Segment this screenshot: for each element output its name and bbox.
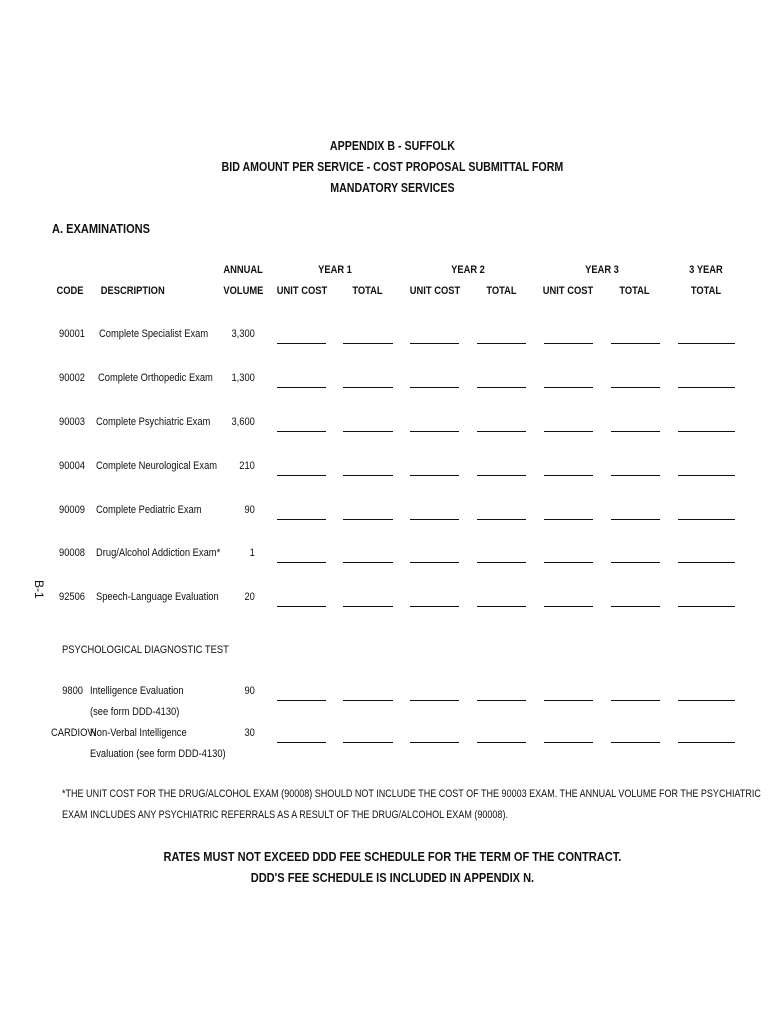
blank-y2-unit-cost-row-7[interactable] <box>410 700 459 701</box>
exam-volume: 1,300 <box>231 372 255 384</box>
page-number: B-1 <box>32 580 46 599</box>
exam-description: Complete Neurological Exam <box>96 460 218 472</box>
blank-y3-unit-cost-row-7[interactable] <box>544 700 593 701</box>
psych-description: Intelligence Evaluation <box>90 685 184 697</box>
exam-code: 90009 <box>58 504 85 516</box>
exam-description: Complete Psychiatric Exam <box>96 416 211 428</box>
blank-y1-total-row-0[interactable] <box>343 343 393 344</box>
blank-y2-unit-cost-row-0[interactable] <box>410 343 459 344</box>
psych-volume: 90 <box>244 685 255 697</box>
col-y3-unit-cost: UNIT COST <box>542 285 594 297</box>
blank-y1-unit-cost-row-2[interactable] <box>277 431 326 432</box>
col-code: CODE <box>56 285 84 297</box>
blank-y3-total-row-2[interactable] <box>611 431 660 432</box>
blank-y2-total-row-4[interactable] <box>477 519 526 520</box>
rates-notice-line-1: RATES MUST NOT EXCEED DDD FEE SCHEDULE FOR THE TERM OF THE CONTRACT. <box>163 849 622 864</box>
exam-code: 90008 <box>58 547 85 559</box>
exam-code: 90004 <box>58 460 85 472</box>
blank-y1-total-row-5[interactable] <box>343 562 393 563</box>
blank-y3-total-row-7[interactable] <box>611 700 660 701</box>
blank-y3-total-row-3[interactable] <box>611 475 660 476</box>
blank-y2-total-row-6[interactable] <box>477 606 526 607</box>
blank-y2-unit-cost-row-1[interactable] <box>410 387 459 388</box>
form-subtitle: MANDATORY SERVICES <box>330 180 455 195</box>
col-year2: YEAR 2 <box>451 264 485 276</box>
col-y2-total: TOTAL <box>486 285 517 297</box>
blank-3year-total-row-2[interactable] <box>678 431 735 432</box>
exam-code: 90002 <box>58 372 85 384</box>
blank-3year-total-row-5[interactable] <box>678 562 735 563</box>
blank-y3-total-row-6[interactable] <box>611 606 660 607</box>
blank-3year-total-row-8[interactable] <box>678 742 735 743</box>
blank-y3-unit-cost-row-2[interactable] <box>544 431 593 432</box>
blank-3year-total-row-0[interactable] <box>678 343 735 344</box>
col-volume: VOLUME <box>223 285 264 297</box>
exam-description: Complete Pediatric Exam <box>96 504 202 516</box>
rates-notice-line-2: DDD'S FEE SCHEDULE IS INCLUDED IN APPENDIX N. <box>250 870 535 885</box>
blank-y2-total-row-0[interactable] <box>477 343 526 344</box>
psych-code: 9800 <box>62 685 83 697</box>
blank-y1-unit-cost-row-5[interactable] <box>277 562 326 563</box>
blank-y2-unit-cost-row-5[interactable] <box>410 562 459 563</box>
exam-volume: 3,300 <box>231 328 255 340</box>
blank-y3-unit-cost-row-4[interactable] <box>544 519 593 520</box>
exam-description: Drug/Alcohol Addiction Exam* <box>96 547 221 559</box>
blank-y2-unit-cost-row-2[interactable] <box>410 431 459 432</box>
blank-y3-unit-cost-row-0[interactable] <box>544 343 593 344</box>
blank-y2-total-row-8[interactable] <box>477 742 526 743</box>
col-description: DESCRIPTION <box>100 285 165 297</box>
blank-y1-unit-cost-row-0[interactable] <box>277 343 326 344</box>
blank-y3-unit-cost-row-8[interactable] <box>544 742 593 743</box>
exam-volume: 90 <box>244 504 255 516</box>
col-y2-unit-cost: UNIT COST <box>409 285 461 297</box>
blank-y1-unit-cost-row-1[interactable] <box>277 387 326 388</box>
exam-description: Speech-Language Evaluation <box>96 591 219 603</box>
psych-code: CARDIOV/ <box>51 727 97 739</box>
blank-y3-unit-cost-row-5[interactable] <box>544 562 593 563</box>
form-title: BID AMOUNT PER SERVICE - COST PROPOSAL SUBMITTAL FORM <box>221 159 564 174</box>
col-y1-unit-cost: UNIT COST <box>276 285 328 297</box>
blank-3year-total-row-4[interactable] <box>678 519 735 520</box>
blank-y2-total-row-2[interactable] <box>477 431 526 432</box>
blank-y2-total-row-3[interactable] <box>477 475 526 476</box>
exam-volume: 3,600 <box>231 416 255 428</box>
blank-y3-unit-cost-row-3[interactable] <box>544 475 593 476</box>
blank-y1-unit-cost-row-3[interactable] <box>277 475 326 476</box>
blank-y1-total-row-8[interactable] <box>343 742 393 743</box>
blank-3year-total-row-3[interactable] <box>678 475 735 476</box>
blank-y1-total-row-2[interactable] <box>343 431 393 432</box>
psych-description-2: Evaluation (see form DDD-4130) <box>90 748 226 760</box>
col-year1: YEAR 1 <box>318 264 352 276</box>
blank-y3-unit-cost-row-1[interactable] <box>544 387 593 388</box>
blank-y2-unit-cost-row-6[interactable] <box>410 606 459 607</box>
psych-section-title: PSYCHOLOGICAL DIAGNOSTIC TEST <box>62 644 229 656</box>
blank-3year-total-row-7[interactable] <box>678 700 735 701</box>
col-annual: ANNUAL <box>223 264 263 276</box>
blank-y1-unit-cost-row-6[interactable] <box>277 606 326 607</box>
blank-y1-unit-cost-row-8[interactable] <box>277 742 326 743</box>
blank-y2-total-row-1[interactable] <box>477 387 526 388</box>
blank-y2-total-row-7[interactable] <box>477 700 526 701</box>
col-y1-total: TOTAL <box>352 285 383 297</box>
exam-volume: 210 <box>239 460 255 472</box>
col-3year-total: TOTAL <box>690 285 722 297</box>
footnote-line-2: EXAM INCLUDES ANY PSYCHIATRIC REFERRALS AS A RESULT OF THE DRUG/ALCOHOL EXAM (90008). <box>62 809 508 821</box>
blank-3year-total-row-6[interactable] <box>678 606 735 607</box>
blank-y3-total-row-0[interactable] <box>611 343 660 344</box>
exam-description: Complete Orthopedic Exam <box>98 372 213 384</box>
exam-code: 92506 <box>58 591 85 603</box>
blank-y3-unit-cost-row-6[interactable] <box>544 606 593 607</box>
blank-y1-total-row-7[interactable] <box>343 700 393 701</box>
blank-y3-total-row-1[interactable] <box>611 387 660 388</box>
exam-code: 90001 <box>58 328 85 340</box>
footnote-line-1: *THE UNIT COST FOR THE DRUG/ALCOHOL EXAM (90008) SHOULD NOT INCLUDE THE COST OF THE 90003 EXAM. THE ANNUAL VOLUME FOR THE PSYCHIATRIC <box>62 788 761 800</box>
appendix-title: APPENDIX B - SUFFOLK <box>329 138 455 153</box>
blank-y3-total-row-5[interactable] <box>611 562 660 563</box>
blank-y1-total-row-6[interactable] <box>343 606 393 607</box>
psych-description: Non-Verbal Intelligence <box>90 727 187 739</box>
exam-volume: 20 <box>244 591 255 603</box>
blank-y2-unit-cost-row-8[interactable] <box>410 742 459 743</box>
blank-y2-unit-cost-row-3[interactable] <box>410 475 459 476</box>
blank-y3-total-row-4[interactable] <box>611 519 660 520</box>
col-y3-total: TOTAL <box>619 285 650 297</box>
blank-y3-total-row-8[interactable] <box>611 742 660 743</box>
exam-volume: 1 <box>249 547 255 559</box>
exam-code: 90003 <box>58 416 85 428</box>
blank-y1-unit-cost-row-4[interactable] <box>277 519 326 520</box>
blank-y1-total-row-4[interactable] <box>343 519 393 520</box>
blank-y1-total-row-3[interactable] <box>343 475 393 476</box>
exam-description: Complete Specialist Exam <box>99 328 209 340</box>
blank-y1-total-row-1[interactable] <box>343 387 393 388</box>
section-title: A. EXAMINATIONS <box>52 221 151 236</box>
psych-volume: 30 <box>244 727 255 739</box>
psych-description-2: (see form DDD-4130) <box>90 706 180 718</box>
blank-y2-total-row-5[interactable] <box>477 562 526 563</box>
blank-y1-unit-cost-row-7[interactable] <box>277 700 326 701</box>
col-year3: YEAR 3 <box>585 264 619 276</box>
col-3year: 3 YEAR <box>689 264 723 276</box>
blank-3year-total-row-1[interactable] <box>678 387 735 388</box>
blank-y2-unit-cost-row-4[interactable] <box>410 519 459 520</box>
